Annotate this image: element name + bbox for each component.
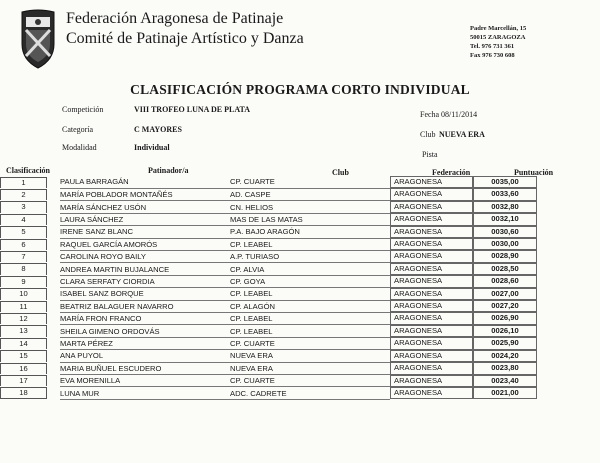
- federation-value: ARAGONESA: [390, 176, 473, 188]
- fecha-label: Fecha: [420, 110, 440, 119]
- cell-puntuacion: [473, 300, 543, 312]
- cell-patinador: BEATRIZ BALAGUER NAVARRO: [60, 300, 230, 312]
- cell-puntuacion: [473, 263, 543, 275]
- col-header-club: Club: [332, 168, 349, 177]
- cell-club: CP. GOYA: [230, 275, 390, 287]
- cell-federacion: [390, 188, 473, 200]
- cell-clasificacion: [0, 250, 60, 262]
- cell-puntuacion: [473, 275, 543, 287]
- cell-federacion: [390, 176, 473, 188]
- cell-patinador: EVA MORENILLA: [60, 375, 230, 387]
- cell-patinador: MARÍA POBLADOR MONTAÑÉS: [60, 188, 230, 200]
- cell-clasificacion: [0, 312, 60, 324]
- position-value: 14: [0, 338, 47, 349]
- federation-value: ARAGONESA: [390, 387, 473, 399]
- cell-club: MAS DE LAS MATAS: [230, 213, 390, 225]
- cell-club: A.P. TURIASO: [230, 250, 390, 262]
- categoria-value: C MAYORES: [134, 125, 182, 134]
- cell-puntuacion: [473, 288, 543, 300]
- table-row: [0, 288, 543, 300]
- cell-puntuacion: [473, 188, 543, 200]
- cell-puntuacion: [473, 325, 543, 337]
- table-row: [0, 375, 543, 387]
- cell-federacion: [390, 325, 473, 337]
- federation-value: ARAGONESA: [390, 238, 473, 250]
- federation-value: ARAGONESA: [390, 337, 473, 349]
- position-value: 8: [0, 263, 47, 274]
- cell-club: CP. CUARTE: [230, 176, 390, 188]
- cell-federacion: [390, 238, 473, 250]
- cell-puntuacion: [473, 375, 543, 387]
- cell-club: CP. ALVIA: [230, 263, 390, 275]
- score-value: 0035,00: [473, 176, 537, 188]
- table-row: [0, 337, 543, 349]
- federation-value: ARAGONESA: [390, 213, 473, 225]
- address-line: Tel. 976 731 361: [470, 43, 515, 50]
- position-value: 7: [0, 251, 47, 262]
- federation-value: ARAGONESA: [390, 263, 473, 275]
- score-value: 0021,00: [473, 387, 537, 399]
- score-value: 0028,60: [473, 275, 537, 287]
- cell-clasificacion: [0, 300, 60, 312]
- table-row: [0, 275, 543, 287]
- cell-clasificacion: [0, 350, 60, 362]
- position-value: 18: [0, 387, 47, 399]
- position-value: 17: [0, 375, 47, 386]
- position-value: 2: [0, 189, 47, 200]
- cell-federacion: [390, 300, 473, 312]
- cell-clasificacion: [0, 263, 60, 275]
- cell-patinador: CAROLINA ROYO BAILY: [60, 250, 230, 262]
- table-row: [0, 250, 543, 262]
- position-value: 5: [0, 226, 47, 237]
- position-value: 4: [0, 214, 47, 225]
- position-value: 13: [0, 325, 47, 336]
- position-value: 1: [0, 177, 47, 188]
- federation-value: ARAGONESA: [390, 250, 473, 262]
- cell-patinador: LAURA SÁNCHEZ: [60, 213, 230, 225]
- cell-clasificacion: [0, 238, 60, 250]
- position-value: 3: [0, 201, 47, 212]
- federation-value: ARAGONESA: [390, 288, 473, 300]
- federation-value: ARAGONESA: [390, 275, 473, 287]
- table-row: [0, 325, 543, 337]
- col-header-clasificacion: Clasificación: [6, 166, 50, 175]
- cell-federacion: [390, 201, 473, 213]
- cell-puntuacion: [473, 312, 543, 324]
- cell-federacion: [390, 213, 473, 225]
- federation-value: ARAGONESA: [390, 362, 473, 374]
- cell-patinador: LUNA MUR: [60, 387, 230, 399]
- cell-club: CP. LEABEL: [230, 325, 390, 337]
- cell-club: CP. LEABEL: [230, 238, 390, 250]
- score-value: 0027,20: [473, 300, 537, 312]
- score-value: 0030,60: [473, 226, 537, 238]
- cell-puntuacion: [473, 350, 543, 362]
- cell-patinador: ISABEL SANZ BORQUE: [60, 288, 230, 300]
- position-value: 6: [0, 239, 47, 250]
- score-value: 0023,40: [473, 375, 537, 387]
- cell-club: ADC. CADRETE: [230, 387, 390, 399]
- table-row: [0, 387, 543, 399]
- cell-patinador: RAQUEL GARCÍA AMORÓS: [60, 238, 230, 250]
- competicion-value: VIII TROFEO LUNA DE PLATA: [134, 105, 251, 114]
- federation-value: ARAGONESA: [390, 201, 473, 213]
- cell-clasificacion: [0, 226, 60, 238]
- score-value: 0030,00: [473, 238, 537, 250]
- cell-federacion: [390, 312, 473, 324]
- score-value: 0023,80: [473, 362, 537, 374]
- cell-clasificacion: [0, 387, 60, 399]
- cell-puntuacion: [473, 213, 543, 225]
- cell-club: AD. CASPE: [230, 188, 390, 200]
- page-title: CLASIFICACIÓN PROGRAMA CORTO INDIVIDUAL: [130, 82, 470, 97]
- col-header-federacion: Federación: [432, 168, 471, 177]
- cell-patinador: MARTA PÉREZ: [60, 337, 230, 349]
- position-value: 10: [0, 288, 47, 299]
- cell-clasificacion: [0, 201, 60, 213]
- col-header-patinador: Patinador/a: [148, 166, 189, 175]
- position-value: 12: [0, 313, 47, 324]
- score-value: 0028,50: [473, 263, 537, 275]
- federation-value: ARAGONESA: [390, 325, 473, 337]
- cell-club: CP. CUARTE: [230, 337, 390, 349]
- cell-puntuacion: [473, 362, 543, 374]
- cell-federacion: [390, 362, 473, 374]
- score-value: 0028,90: [473, 250, 537, 262]
- cell-patinador: ANDREA MARTIN BUJALANCE: [60, 263, 230, 275]
- table-row: [0, 350, 543, 362]
- cell-club: CP. CUARTE: [230, 375, 390, 387]
- cell-club: CP. LEABEL: [230, 312, 390, 324]
- cell-puntuacion: [473, 226, 543, 238]
- table-row: [0, 238, 543, 250]
- cell-federacion: [390, 350, 473, 362]
- cell-clasificacion: [0, 188, 60, 200]
- cell-patinador: PAULA BARRAGÁN: [60, 176, 230, 188]
- cell-patinador: MARÍA FRON FRANCO: [60, 312, 230, 324]
- cell-patinador: MARÍA SÁNCHEZ USÓN: [60, 201, 230, 213]
- table-row: [0, 312, 543, 324]
- cell-clasificacion: [0, 337, 60, 349]
- table-row: [0, 362, 543, 374]
- pista-label: Pista: [422, 150, 438, 159]
- federation-value: ARAGONESA: [390, 350, 473, 362]
- cell-clasificacion: [0, 213, 60, 225]
- modalidad-value: Individual: [134, 143, 170, 152]
- org-name-line2: Comité de Patinaje Artístico y Danza: [66, 30, 304, 47]
- cell-clasificacion: [0, 362, 60, 374]
- federation-crest-logo: [18, 8, 58, 70]
- categoria-label: Categoría: [62, 125, 94, 134]
- cell-club: CP. LEABEL: [230, 288, 390, 300]
- federation-value: ARAGONESA: [390, 312, 473, 324]
- table-row: [0, 176, 543, 188]
- cell-club: P.A. BAJO ARAGÓN: [230, 226, 390, 238]
- cell-puntuacion: [473, 176, 543, 188]
- cell-patinador: MARIA BUÑUEL ESCUDERO: [60, 362, 230, 374]
- cell-puntuacion: [473, 201, 543, 213]
- score-value: 0027,00: [473, 288, 537, 300]
- cell-federacion: [390, 387, 473, 399]
- fecha-value: 08/11/2014: [441, 110, 478, 119]
- score-value: 0032,10: [473, 213, 537, 225]
- cell-patinador: IRENE SANZ BLANC: [60, 226, 230, 238]
- federation-value: ARAGONESA: [390, 300, 473, 312]
- score-value: 0025,90: [473, 337, 537, 349]
- table-row: [0, 213, 543, 225]
- cell-federacion: [390, 263, 473, 275]
- cell-clasificacion: [0, 375, 60, 387]
- score-value: 0033,60: [473, 188, 537, 200]
- federation-value: ARAGONESA: [390, 375, 473, 387]
- score-value: 0026,90: [473, 312, 537, 324]
- cell-clasificacion: [0, 325, 60, 337]
- cell-federacion: [390, 226, 473, 238]
- position-value: 9: [0, 276, 47, 287]
- cell-puntuacion: [473, 250, 543, 262]
- modalidad-label: Modalidad: [62, 143, 97, 152]
- cell-patinador: SHEILA GIMENO ORDOVÁS: [60, 325, 230, 337]
- competicion-label: Competición: [62, 105, 104, 114]
- cell-federacion: [390, 288, 473, 300]
- cell-club: NUEVA ERA: [230, 362, 390, 374]
- cell-clasificacion: [0, 288, 60, 300]
- table-row: [0, 263, 543, 275]
- cell-federacion: [390, 337, 473, 349]
- cell-patinador: ANA PUYOL: [60, 350, 230, 362]
- score-value: 0026,10: [473, 325, 537, 337]
- federation-value: ARAGONESA: [390, 188, 473, 200]
- federation-value: ARAGONESA: [390, 226, 473, 238]
- table-row: [0, 188, 543, 200]
- table-row: [0, 201, 543, 213]
- table-row: [0, 300, 543, 312]
- address-line: Padre Marcellán, 15: [470, 25, 527, 32]
- club-label: Club: [420, 130, 436, 139]
- score-value: 0024,20: [473, 350, 537, 362]
- cell-puntuacion: [473, 238, 543, 250]
- cell-puntuacion: [473, 387, 543, 399]
- cell-patinador: CLARA SERFATY CIORDIA: [60, 275, 230, 287]
- cell-club: CN. HELIOS: [230, 201, 390, 213]
- org-address: [470, 24, 526, 60]
- cell-federacion: [390, 275, 473, 287]
- cell-clasificacion: [0, 176, 60, 188]
- col-header-puntuacion: Puntuación: [514, 168, 554, 177]
- cell-federacion: [390, 375, 473, 387]
- address-line: 50015 ZARAGOZA: [470, 34, 526, 41]
- org-name-line1: Federación Aragonesa de Patinaje: [66, 10, 284, 27]
- position-value: 15: [0, 350, 47, 361]
- cell-puntuacion: [473, 337, 543, 349]
- position-value: 11: [0, 301, 47, 312]
- club-value: NUEVA ERA: [439, 130, 485, 139]
- position-value: 16: [0, 363, 47, 374]
- cell-club: CP. ALAGÓN: [230, 300, 390, 312]
- results-table: [0, 176, 543, 400]
- cell-clasificacion: [0, 275, 60, 287]
- score-value: 0032,80: [473, 201, 537, 213]
- cell-club: NUEVA ERA: [230, 350, 390, 362]
- address-line: Fax 976 730 608: [470, 52, 515, 59]
- cell-federacion: [390, 250, 473, 262]
- table-row: [0, 226, 543, 238]
